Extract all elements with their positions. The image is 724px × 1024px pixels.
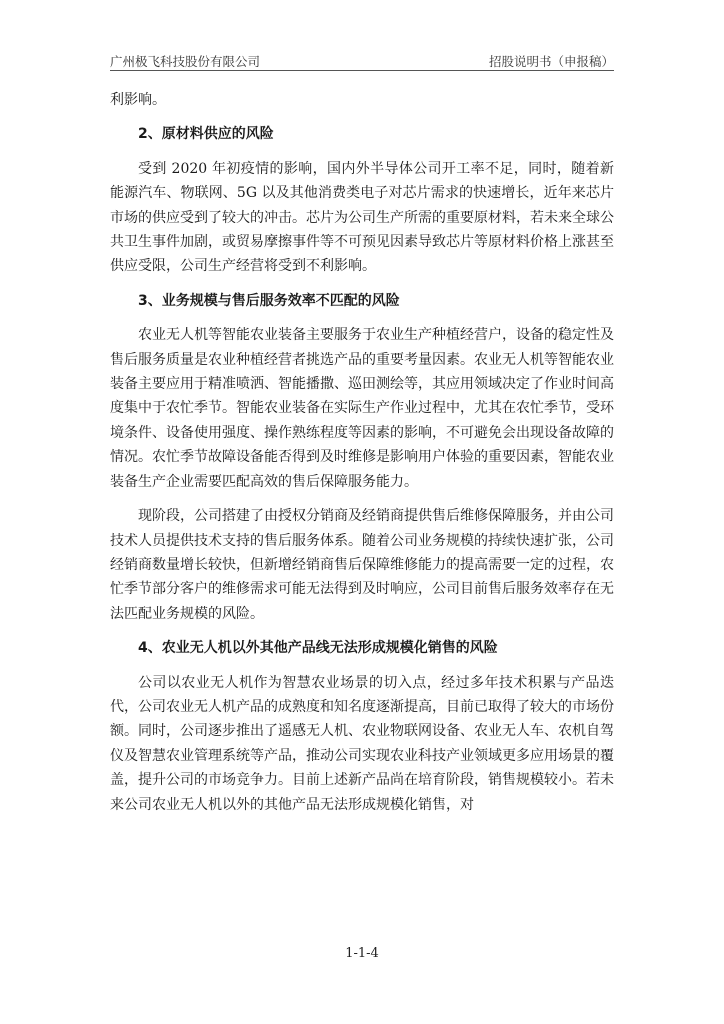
paragraph-product-lines: 公司以农业无人机作为智慧农业场景的切入点，经过多年技术积累与产品迭代，公司农业无人机产品的成熟度和知名度逐渐提高，目前已取得了较大的市场份额。同时，公司逐步推出了遥感无人机、农业物联网设备、农业无人车、农机自驾仪及智慧农业管理系统等产品，推动公司实现农业科技产业领域更多应用场景的覆盖，提升公司的市场竞争力。目前上述新产品尚在培育阶段，销售规模较小。若未来公司农业无人机以外的其他产品无法形成规模化销售，对 [110,674,614,813]
section-heading-3: 3、业务规模与售后服务效率不匹配的风险 [138,292,400,309]
paragraph-raw-materials: 受到 2020 年初疫情的影响，国内外半导体公司开工率不足，同时，随着新能源汽车、物联网、5G 以及其他消费类电子对芯片需求的快速增长，近年来芯片市场的供应受到了较大的冲击。芯片为公司生产所需的重要原材料，若未来全球公共卫生事件加剧，或贸易摩擦事件等不可预见因素导致芯片等原材料价格上涨甚至供应受限，公司生产经营将受到不利影响。 [110,160,614,275]
page-body [110,88,614,827]
section-heading-4: 4、农业无人机以外其他产品线无法形成规模化销售的风险 [138,640,498,657]
header-doc-type: 招股说明书（申报稿） [488,54,614,69]
section-heading-2: 2、原材料供应的风险 [138,126,274,143]
page-number: 1-1-4 [345,946,379,961]
paragraph-continuation: 利影响。 [110,92,166,108]
page-header [110,50,614,71]
paragraph-after-sales-2: 现阶段，公司搭建了由授权分销商及经销商提供售后维修保障服务，并由公司技术人员提供技术支持的售后服务体系。随着公司业务规模的持续快速扩张，公司经销商数量增长较快，但新增经销商售后保障维修能力的提高需要一定的过程，农忙季节部分客户的维修需求可能无法得到及时响应，公司目前售后服务效率存在无法匹配业务规模的风险。 [110,508,614,622]
header-company: 广州极飞科技股份有限公司 [110,54,261,69]
paragraph-after-sales-1: 农业无人机等智能农业装备主要服务于农业生产种植经营户，设备的稳定性及售后服务质量是农业种植经营者挑选产品的重要考量因素。农业无人机等智能农业装备主要应用于精准喷洒、智能播撒、巡田测绘等，其应用领域决定了作业时间高度集中于农忙季节。智能农业装备在实际生产作业过程中，尤其在农忙季节，受环境条件、设备使用强度、操作熟练程度等因素的影响，不可避免会出现设备故障的情况。农忙季节故障设备能否得到及时维修是影响用户体验的重要因素，智能农业装备生产企业需要匹配高效的售后保障服务能力。 [110,327,614,490]
